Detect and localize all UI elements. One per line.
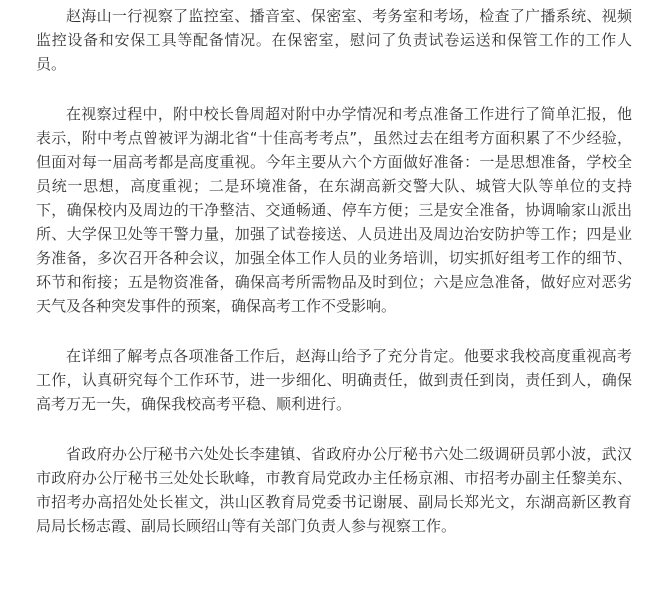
article-body	[36, 4, 632, 538]
paragraph-principal-report: 在视察过程中，附中校长鲁周超对附中办学情况和考点准备工作进行了简单汇报，他表示，附中考点曾被评为湖北省“十佳高考考点”，虽然过去在组考方面积累了不少经验，但面对每一届高考都是高度重视。今年主要从六个方面做好准备：一是思想准备，学校全员统一思想，高度重视；二是环境准备，在东湖高新交警大队、城管大队等单位的支持下，确保校内及周边的干净整洁、交通畅通、停车方便；三是安全准备，协调喻家山派出所、大学保卫处等干警力量，加强了试卷接送、人员进出及周边治安防护等工作；四是业务准备，多次召开各种会议，加强全体工作人员的业务培训，切实抓好组考工作的细节、环节和衔接；五是物资准备，确保高考所需物品及时到位；六是应急准备，做好应对恶劣天气及各种突发事件的预案，确保高考工作不受影响。	[36, 105, 632, 315]
paragraph-inspection: 赵海山一行视察了监控室、播音室、保密室、考务室和考场，检查了广播系统、视频监控设备和安保工具等配备情况。在保密室，慰问了负责试卷运送和保管工作的工作人员。	[36, 7, 632, 73]
paragraph-affirmation: 在详细了解考点各项准备工作后，赵海山给予了充分肯定。他要求我校高度重视高考工作，认真研究每个工作环节，进一步细化、明确责任，做到责任到岗，责任到人，确保高考万无一失，确保我校高考平稳、顺利进行。	[36, 347, 632, 413]
paragraph-attendees: 省政府办公厅秘书六处处长李建镇、省政府办公厅秘书六处二级调研员郭小波，武汉市政府办公厅秘书三处处长耿峰，市教育局党政办主任杨京湘、市招考办副主任黎美东、市招考办高招处处长崔文，洪山区教育局党委书记谢展、副局长郑光文，东湖高新区教育局局长杨志霞、副局长顾绍山等有关部门负责人参与视察工作。	[36, 445, 632, 535]
